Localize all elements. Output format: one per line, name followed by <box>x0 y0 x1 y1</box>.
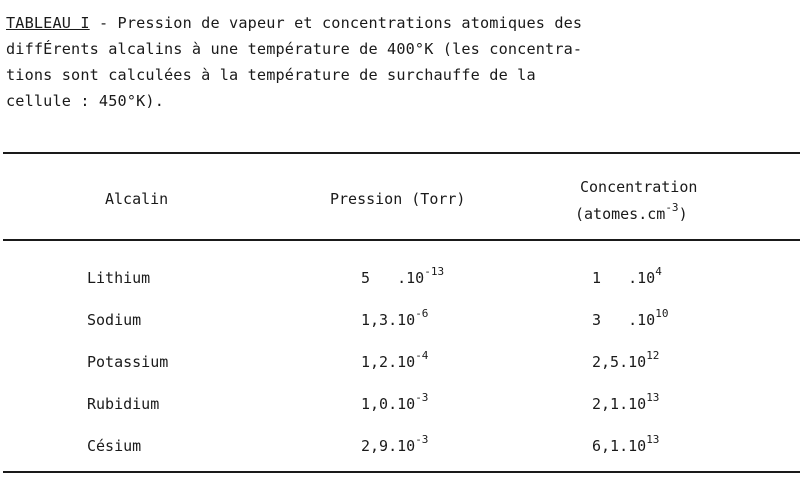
pression-base: 2,9.10 <box>361 437 416 455</box>
conc-base: 2,5.10 <box>592 353 647 371</box>
cell-alcalin: Sodium <box>87 311 142 329</box>
table-caption <box>6 10 796 114</box>
header-pression: Pression (Torr) <box>330 190 466 208</box>
cell-concentration <box>592 307 669 330</box>
header-concentration: Concentration <box>580 178 698 196</box>
pression-exp: -3 <box>415 391 429 404</box>
conc-exp: 13 <box>646 391 660 404</box>
pression-base: 1,3.10 <box>361 311 416 329</box>
conc-base: 6,1.10 <box>592 437 647 455</box>
pression-base: 5 .10 <box>361 269 425 287</box>
pression-exp: -3 <box>415 433 429 446</box>
caption-line-1-text: - Pression de vapeur et concentrations atomiques des <box>89 14 583 32</box>
cell-concentration <box>592 433 660 456</box>
conc-exp: 4 <box>655 265 662 278</box>
cell-pression <box>361 433 429 456</box>
conc-exp: 10 <box>655 307 669 320</box>
conc-base: 2,1.10 <box>592 395 647 413</box>
caption-label: TABLEAU I <box>6 14 90 32</box>
caption-line-3: tions sont calculées à la température de surchauffe de la <box>6 66 536 84</box>
cell-alcalin: Césium <box>87 437 142 455</box>
header-unit-base: (atomes.cm <box>575 205 666 223</box>
cell-concentration <box>592 265 662 288</box>
conc-exp: 12 <box>646 349 660 362</box>
conc-base: 1 .10 <box>592 269 656 287</box>
cell-concentration <box>592 391 660 414</box>
header-unit-close: ) <box>678 205 688 223</box>
header-concentration-unit <box>575 201 688 227</box>
pression-base: 1,0.10 <box>361 395 416 413</box>
header-unit-exp: -3 <box>665 201 679 214</box>
table-header-rule <box>3 239 800 241</box>
conc-base: 3 .10 <box>592 311 656 329</box>
table-top-rule <box>3 152 800 154</box>
conc-exp: 13 <box>646 433 660 446</box>
cell-pression <box>361 391 429 414</box>
header-alcalin: Alcalin <box>105 190 169 208</box>
cell-alcalin: Lithium <box>87 269 151 287</box>
cell-concentration <box>592 349 660 372</box>
pression-base: 1,2.10 <box>361 353 416 371</box>
cell-pression <box>361 307 429 330</box>
caption-line-4: cellule : 450°K). <box>6 92 164 110</box>
table-bottom-rule <box>3 471 800 473</box>
pression-exp: -13 <box>424 265 445 278</box>
pression-exp: -4 <box>415 349 429 362</box>
cell-pression <box>361 265 445 288</box>
cell-pression <box>361 349 429 372</box>
caption-line-2: diffÉrents alcalins à une température de 400°K (les concentra- <box>6 40 583 58</box>
caption-line-1 <box>6 10 796 36</box>
cell-alcalin: Rubidium <box>87 395 160 413</box>
cell-alcalin: Potassium <box>87 353 169 371</box>
pression-exp: -6 <box>415 307 429 320</box>
